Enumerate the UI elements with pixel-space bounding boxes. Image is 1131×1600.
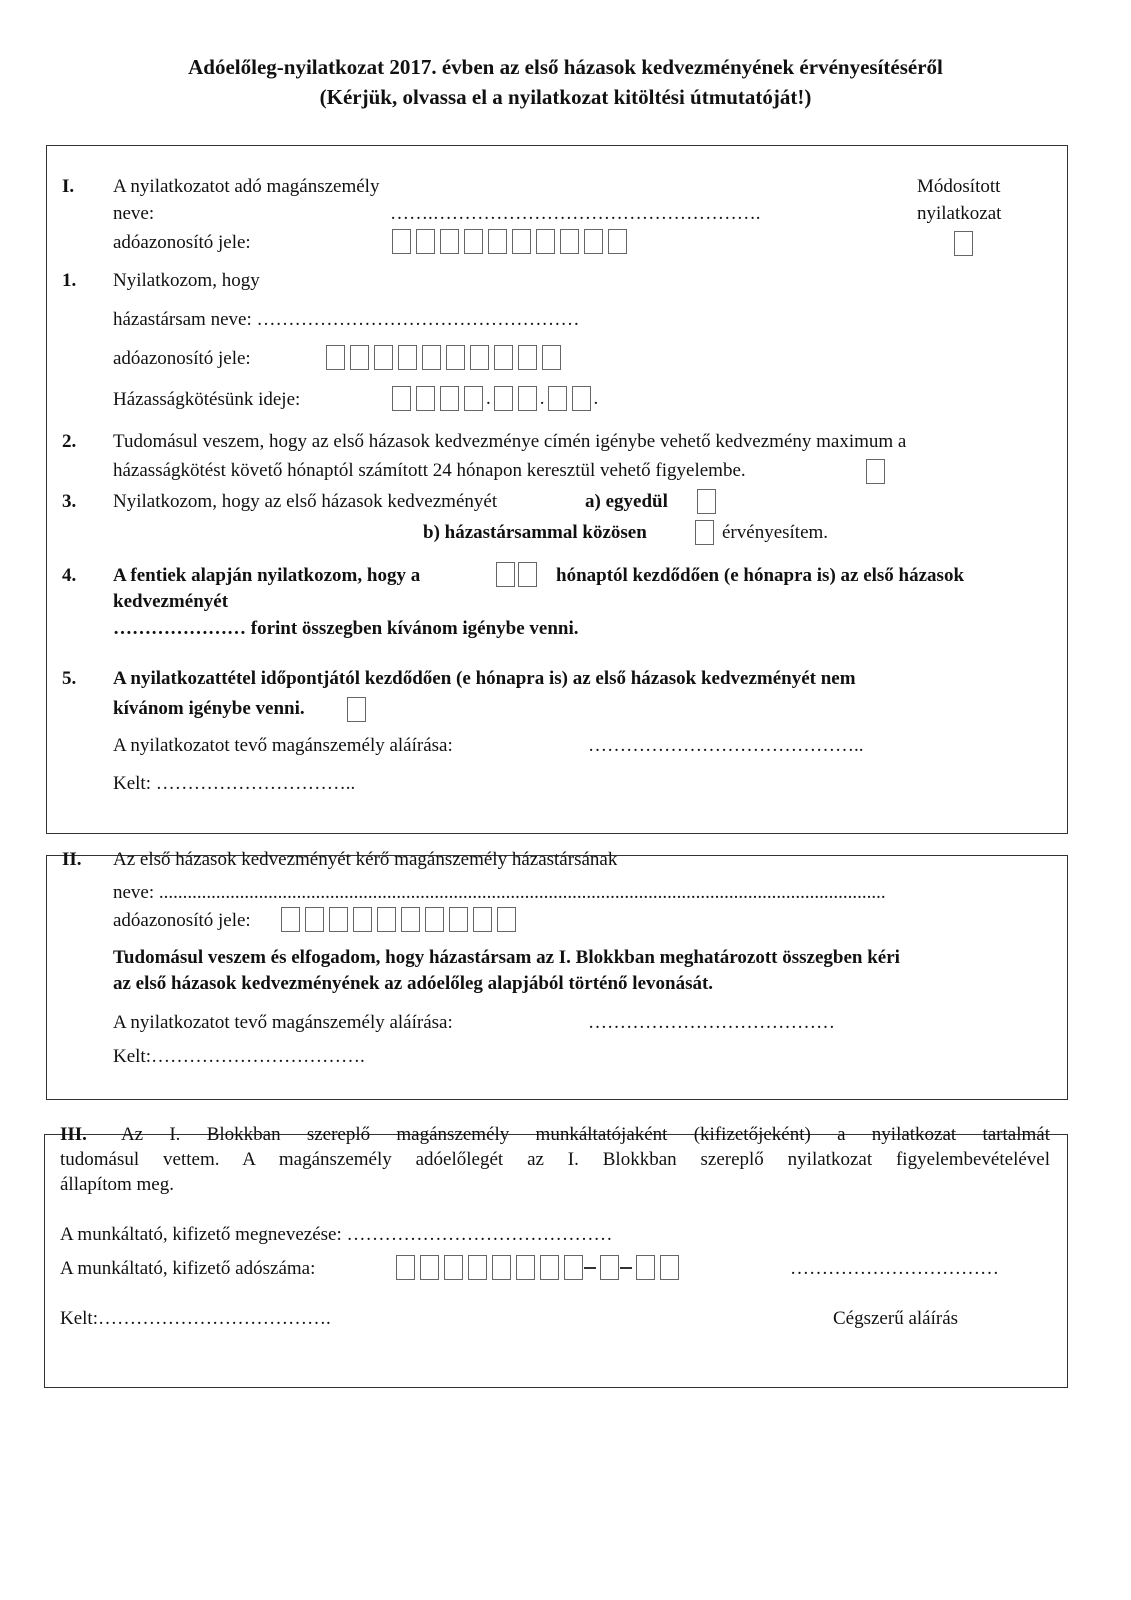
taxno-digit-box[interactable] (420, 1255, 439, 1280)
month-box[interactable] (496, 562, 515, 587)
section-3-paragraph (60, 1124, 1050, 1196)
digit-box[interactable] (518, 345, 537, 370)
digit-box[interactable] (608, 229, 627, 254)
digit-box[interactable] (377, 907, 396, 932)
item-5-line2: kívánom igénybe venni. (113, 698, 305, 719)
date-separator: . (486, 387, 491, 409)
digit-box[interactable] (446, 345, 465, 370)
start-month-boxes[interactable] (496, 562, 542, 587)
digit-box[interactable] (329, 907, 348, 932)
digit-box[interactable] (401, 907, 420, 932)
option-b-label: b) házastársammal közösen (423, 522, 647, 543)
employer-name-field[interactable]: A munkáltató, kifizető megnevezése: …………………………………… (60, 1224, 613, 1245)
option-b-jointly-checkbox[interactable] (695, 520, 714, 545)
digit-box[interactable] (326, 345, 345, 370)
spouse2-taxid-boxes[interactable] (281, 907, 521, 932)
spouse-taxid-boxes[interactable] (326, 345, 566, 370)
digit-box[interactable] (305, 907, 324, 932)
item-5-line1: A nyilatkozattétel időpontjától kezdődően (e hónapra is) az első házasok kedvezményét nem (113, 668, 856, 689)
taxno-dash (620, 1267, 632, 1269)
section-2-number: II. (62, 849, 82, 870)
taxpayer-taxid-boxes[interactable] (392, 229, 632, 254)
marriage-date-boxes[interactable] (392, 386, 601, 411)
taxpayer-name-field[interactable]: …….……………………………………………. (390, 203, 761, 224)
modified-label-line1: Módosított (917, 176, 1001, 197)
digit-box[interactable] (449, 907, 468, 932)
employer-taxno-label: A munkáltató, kifizető adószáma: (60, 1258, 316, 1279)
decline-benefit-checkbox[interactable] (347, 697, 366, 722)
digit-box[interactable] (584, 229, 603, 254)
section-2-heading: Az első házasok kedvezményét kérő magánszemély házastársának (113, 849, 618, 870)
digit-box[interactable] (473, 907, 492, 932)
digit-box[interactable] (494, 345, 513, 370)
digit-box[interactable] (488, 229, 507, 254)
digit-box[interactable] (353, 907, 372, 932)
item-2-number: 2. (62, 431, 77, 452)
option-a-alone-checkbox[interactable] (697, 489, 716, 514)
section-3-line1: Az I. Blokkban szereplő magánszemély munkáltatójaként (kifizetőjeként) a nyilatkozat tartalmát (120, 1124, 1050, 1145)
taxno-digit-box[interactable] (492, 1255, 511, 1280)
digit-box[interactable] (512, 229, 531, 254)
item-1-number: 1. (62, 270, 77, 291)
section-2-signature-label: A nyilatkozatot tevő magánszemély aláírása: (113, 1012, 453, 1033)
employer-taxno-boxes[interactable] (396, 1255, 684, 1280)
option-a-label: a) egyedül (585, 491, 668, 512)
taxno-digit-box[interactable] (444, 1255, 463, 1280)
date-day-box[interactable] (548, 386, 567, 411)
taxno-digit-box[interactable] (564, 1255, 583, 1280)
item-4-number: 4. (62, 565, 77, 586)
section-3-line1-row (60, 1124, 1050, 1146)
digit-box[interactable] (497, 907, 516, 932)
taxpayer-taxid-label: adóazonosító jele: (113, 232, 251, 253)
item-2-line1: Tudomásul veszem, hogy az első házasok kedvezménye címén igénybe vehető kedvezmény maximum a (113, 431, 907, 452)
item-1-text: Nyilatkozom, hogy (113, 270, 260, 291)
section-3-line3: állapítom meg. (60, 1174, 174, 1195)
digit-box[interactable] (425, 907, 444, 932)
section-1-signature-label: A nyilatkozatot tevő magánszemély aláírása: (113, 735, 453, 756)
taxno-digit-box[interactable] (600, 1255, 619, 1280)
taxpayer-name-label: neve: (113, 203, 155, 224)
spouse2-taxid-label: adóazonosító jele: (113, 910, 251, 931)
section-1-date-field[interactable]: Kelt: ………………………….. (113, 773, 356, 794)
acknowledge-24-months-checkbox[interactable] (866, 459, 885, 484)
date-separator: . (539, 387, 545, 409)
date-year-box[interactable] (416, 386, 435, 411)
section-1-heading: A nyilatkozatot adó magánszemély (113, 176, 380, 197)
modified-declaration-checkbox[interactable] (954, 231, 973, 256)
marriage-date-label: Házasságkötésünk ideje: (113, 389, 301, 410)
section-1-signature-field[interactable]: …………………………………….. (588, 735, 864, 756)
digit-box[interactable] (350, 345, 369, 370)
digit-box[interactable] (422, 345, 441, 370)
form-title (0, 52, 1131, 112)
section-3-line2: tudomásul vettem. A magánszemély adóelőlegét az I. Blokkban szereplő nyilatkozat figyelembevételével (60, 1149, 1050, 1170)
item-2-line2: házasságkötést követő hónaptól számított 24 hónapon keresztül vehető figyelembe. (113, 460, 746, 481)
form-title-line2: (Kérjük, olvassa el a nyilatkozat kitöltési útmutatóját!) (319, 85, 812, 109)
section-3-date-field[interactable]: Kelt:………………………………. (60, 1308, 331, 1329)
spouse-name-field[interactable]: házastársam neve: …………………………………………… (113, 309, 580, 330)
modified-label-line2: nyilatkozat (917, 203, 1002, 224)
date-separator: . (593, 387, 599, 409)
date-year-box[interactable] (392, 386, 411, 411)
section-2-statement-line2: az első házasok kedvezményének az adóelőleg alapjából történő levonását. (113, 973, 714, 994)
section-3-number: III. (60, 1124, 87, 1145)
date-month-box[interactable] (518, 386, 537, 411)
section-1-number: I. (62, 176, 75, 197)
month-box[interactable] (518, 562, 537, 587)
taxno-digit-box[interactable] (540, 1255, 559, 1280)
item-3-number: 3. (62, 491, 77, 512)
date-day-box[interactable] (572, 386, 591, 411)
item-4-line1-end: hónaptól kezdődően (e hónapra is) az első házasok (556, 565, 965, 586)
taxno-digit-box[interactable] (396, 1255, 415, 1280)
digit-box[interactable] (392, 229, 411, 254)
item-3-text: Nyilatkozom, hogy az első házasok kedvezményét (113, 491, 498, 512)
company-signature-field[interactable]: …………………………… (790, 1258, 999, 1279)
digit-box[interactable] (560, 229, 579, 254)
company-signature-caption: Cégszerű aláírás (833, 1308, 959, 1329)
taxno-digit-box[interactable] (468, 1255, 487, 1280)
digit-box[interactable] (464, 229, 483, 254)
date-year-box[interactable] (464, 386, 483, 411)
spouse2-name-field[interactable]: neve: ......................................................................................................................................................... (113, 882, 886, 903)
item-4-line2: kedvezményét (113, 591, 229, 612)
digit-box[interactable] (281, 907, 300, 932)
item-5-number: 5. (62, 668, 77, 689)
date-year-box[interactable] (440, 386, 459, 411)
item-4-amount-field[interactable]: ………………… forint összegben kívánom igénybe venni. (113, 618, 579, 639)
digit-box[interactable] (536, 229, 555, 254)
digit-box[interactable] (542, 345, 561, 370)
taxno-digit-box[interactable] (660, 1255, 679, 1280)
taxno-digit-box[interactable] (516, 1255, 535, 1280)
digit-box[interactable] (374, 345, 393, 370)
digit-box[interactable] (416, 229, 435, 254)
taxno-digit-box[interactable] (636, 1255, 655, 1280)
item-3-suffix: érvényesítem. (722, 522, 829, 543)
digit-box[interactable] (470, 345, 489, 370)
section-2-date-field[interactable]: Kelt:……………………………. (113, 1046, 365, 1067)
digit-box[interactable] (398, 345, 417, 370)
taxno-dash (584, 1267, 596, 1269)
section-2-signature-field[interactable]: ………………………………… (588, 1012, 835, 1033)
section-2-statement-line1: Tudomásul veszem és elfogadom, hogy házastársam az I. Blokkban meghatározott összegben kéri (113, 947, 900, 968)
spouse-taxid-label: adóazonosító jele: (113, 348, 251, 369)
digit-box[interactable] (440, 229, 459, 254)
form-title-line1: Adóelőleg-nyilatkozat 2017. évben az első házasok kedvezményének érvényesítéséről (188, 55, 943, 79)
date-month-box[interactable] (494, 386, 513, 411)
item-4-line1-start: A fentiek alapján nyilatkozom, hogy a (113, 565, 421, 586)
